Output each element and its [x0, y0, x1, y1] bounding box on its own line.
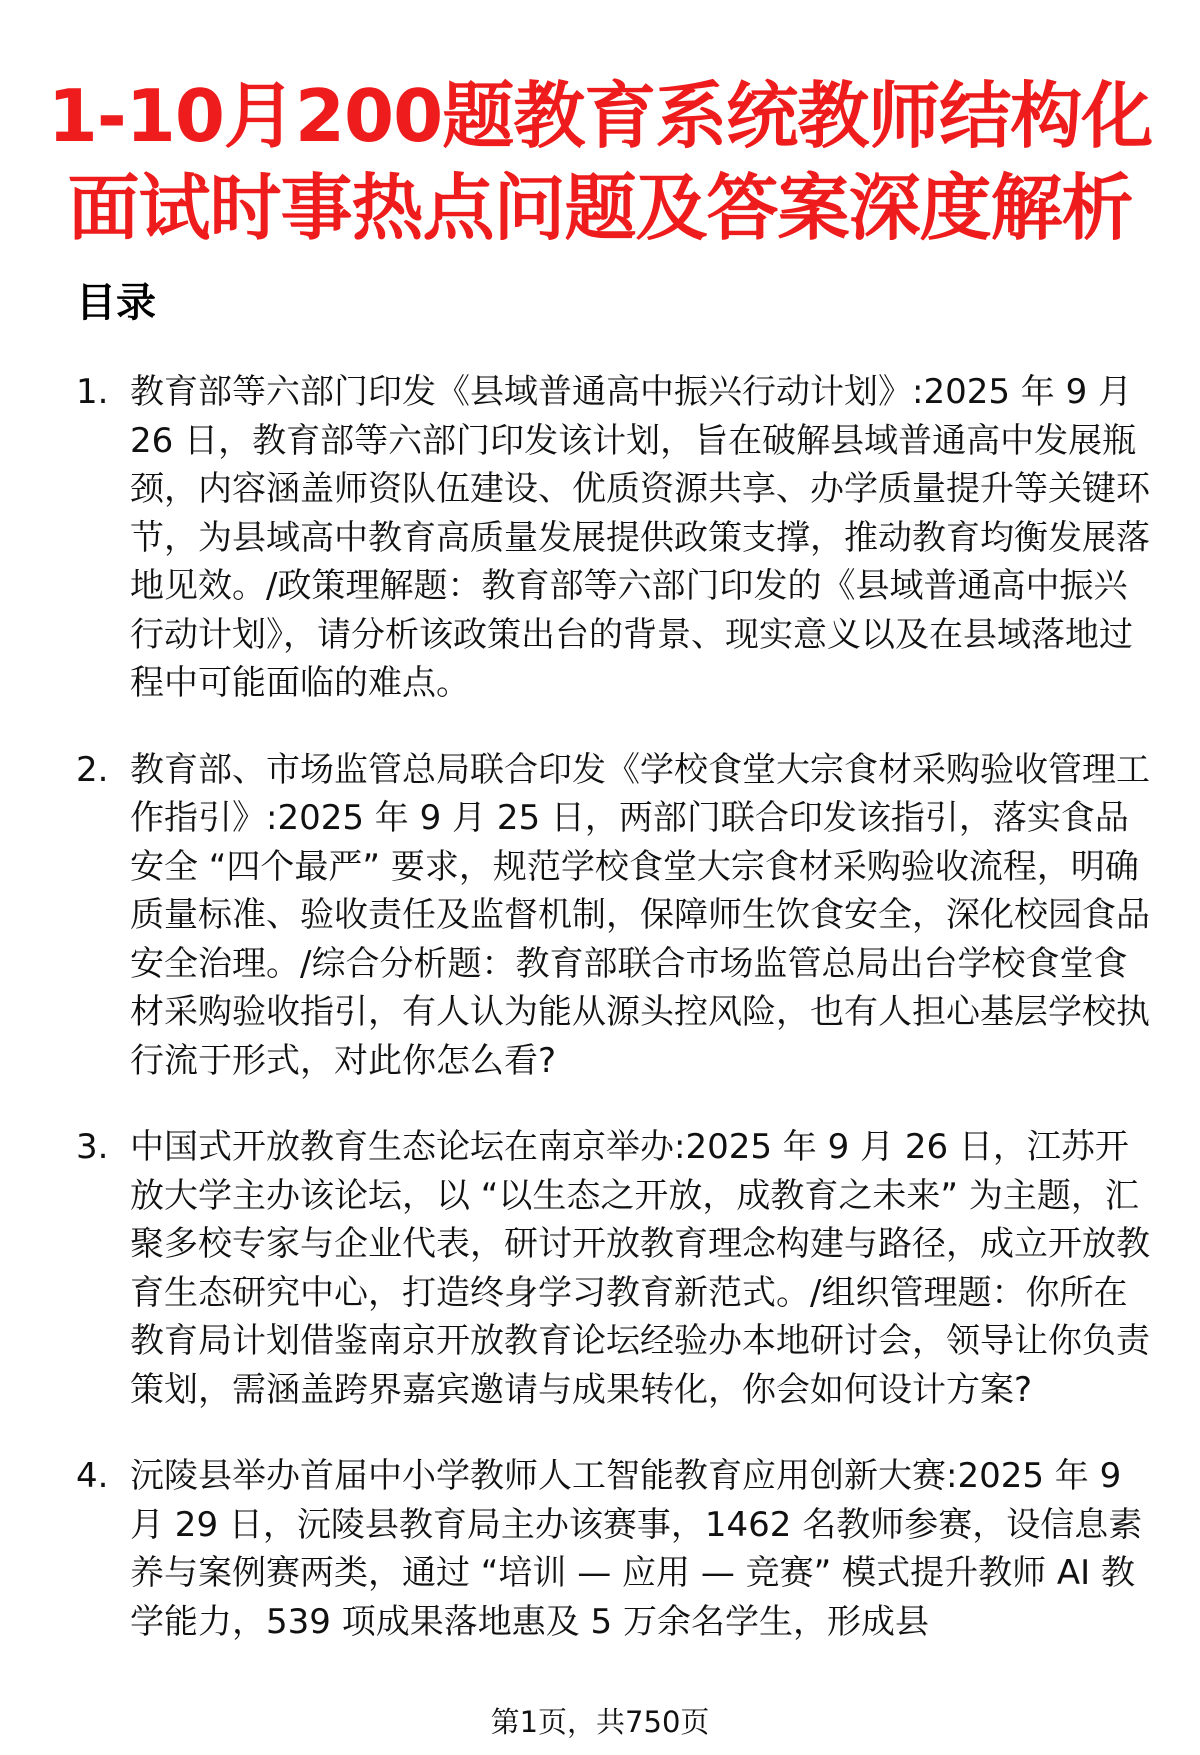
- toc-item-number: 3.: [76, 1127, 109, 1167]
- toc-item-number: 2.: [76, 749, 109, 790]
- toc-item-text: 教育部、市场监管总局联合印发《学校食堂大宗食材采购验收管理工作指引》:2025 年 9 月 25 日，两部门联合印发该指引，落实食品安全 “四个最严” 要求，规范学校食堂大宗食材采购验收流程，明确质量标准、验收责任及监督机制，保障师生饮食安全，深化校园食品安全治理。/综合分析题：教育部联合市场监管总局出台学校食堂食材采购验收指引，有人认为能从源头控风险，也有人担心基层学校执行流于形式，对此你怎么看?: [130, 749, 1150, 1081]
- toc-item-number: 4.: [76, 1456, 109, 1496]
- title-line-2: 面试时事热点问题及答案深度解析: [67, 166, 1133, 250]
- toc-item-text: 教育部等六部门印发《县域普通高中振兴行动计划》:2025 年 9 月 26 日，教育部等六部门印发该计划，旨在破解县域普通高中发展瓶颈，内容涵盖师资队伍建设、优质资源共享、办学质量提升等关键环节，为县域高中教育高质量发展提供政策支撑，推动教育均衡发展落地见效。/政策理解题：教育部等六部门印发的《县域普通高中振兴行动计划》，请分析该政策出台的背景、现实意义以及在县域落地过程中可能面临的难点。: [130, 372, 1150, 703]
- toc-list: [76, 368, 1156, 1684]
- toc-item-2: [76, 746, 1156, 1086]
- toc-item-4: [76, 1452, 1156, 1646]
- toc-item-number: 1.: [76, 372, 109, 412]
- toc-heading: 目录: [76, 280, 156, 326]
- page-footer: 第1页，共750页: [0, 1702, 1200, 1742]
- title-line-1: 1-10月200题教育系统教师结构化: [47, 74, 1153, 158]
- document-title: [0, 70, 1200, 254]
- toc-item-1: [76, 368, 1156, 708]
- toc-item-text: 中国式开放教育生态论坛在南京举办:2025 年 9 月 26 日，江苏开放大学主办该论坛，以 “以生态之开放，成教育之未来” 为主题，汇聚多校专家与企业代表，研讨开放教育理念构建与路径，成立开放教育生态研究中心，打造终身学习教育新范式。/组织管理题：你所在教育局计划借鉴南京开放教育论坛经验办本地研讨会，领导让你负责策划，需涵盖跨界嘉宾邀请与成果转化，你会如何设计方案?: [130, 1127, 1150, 1410]
- toc-item-3: [76, 1123, 1156, 1414]
- toc-item-text: 沅陵县举办首届中小学教师人工智能教育应用创新大赛:2025 年 9 月 29 日，沅陵县教育局主办该赛事，1462 名教师参赛，设信息素养与案例赛两类，通过 “培训 — 应用 — 竞赛” 模式提升教师 AI 教学能力，539 项成果落地惠及 5 万余名学生，形成县: [130, 1456, 1143, 1642]
